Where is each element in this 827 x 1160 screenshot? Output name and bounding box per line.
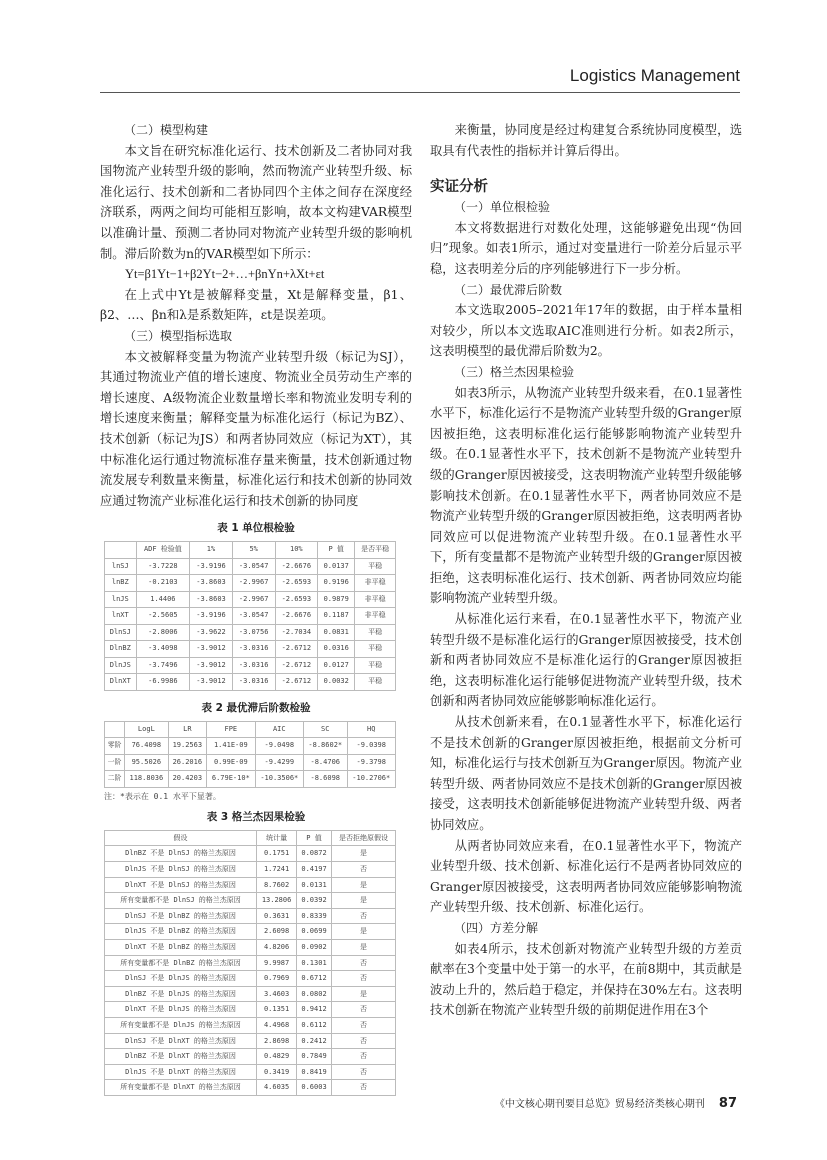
table-cell: 0.8419 [297, 1064, 332, 1080]
table-cell: DlnJS 不是 DlnSJ 的格兰杰原因 [105, 861, 257, 877]
table-cell: 0.9196 [318, 575, 355, 592]
table-cell: -3.7496 [136, 657, 190, 674]
table-cell: 2.8698 [257, 1033, 297, 1049]
table-cell: -9.0498 [255, 738, 303, 755]
table-cell: 一阶 [105, 754, 125, 771]
table-row [105, 641, 396, 658]
table-cell: -3.0316 [232, 641, 275, 658]
table-row [105, 1064, 396, 1080]
table-cell: 所有变量都不是 DlnBZ 的格兰杰原因 [105, 955, 257, 971]
table-cell: 否 [331, 908, 395, 924]
paragraph: 本文旨在研究标准化运行、技术创新及二者协同对我国物流产业转型升级的影响，然而物流产业转型升级、标准化运行、技术创新和二者协同四个主体之间存在深度经济联系，两两之间均可能相互影响，故本文构建VAR模型以准确计量、预测二者协同对物流产业转型升级的影响机制。滞后阶数为n的VAR模型如下所示： [100, 143, 412, 261]
table-row [105, 924, 396, 940]
table-cell: DlnXT [105, 674, 137, 691]
table-cell: DlnXT 不是 DlnJS 的格兰杰原因 [105, 1002, 257, 1018]
table-row [105, 893, 396, 909]
table-cell: 19.2563 [168, 738, 207, 755]
table-cell: -2.7034 [275, 624, 318, 641]
table-cell: -3.0547 [232, 608, 275, 625]
column-header: 是否拒绝原假设 [331, 830, 395, 846]
subheading: （一）单位根检验 [454, 200, 551, 215]
table-cell: 所有变量都不是 DlnJS 的格兰杰原因 [105, 1017, 257, 1033]
table-cell: 0.9412 [297, 1002, 332, 1018]
table-cell: 0.8339 [297, 908, 332, 924]
table-cell: -3.9196 [190, 608, 233, 625]
unit-root-table [104, 541, 396, 691]
table-cell: 否 [331, 1002, 395, 1018]
table-cell: 否 [331, 1064, 395, 1080]
table-row [105, 955, 396, 971]
table-cell: 0.2412 [297, 1033, 332, 1049]
table-cell: -3.0316 [232, 657, 275, 674]
table-cell: 所有变量都不是 DlnXT 的格兰杰原因 [105, 1080, 257, 1096]
table-header-row [105, 721, 396, 738]
table-row [105, 608, 396, 625]
table-row [105, 738, 396, 755]
table-cell: 0.6712 [297, 971, 332, 987]
column-header: LogL [125, 721, 168, 738]
table-row [105, 1002, 396, 1018]
table2-title: 表 2 最优滞后阶数检验 [201, 701, 311, 714]
column-header [105, 721, 125, 738]
column-header: P 值 [318, 542, 355, 559]
table-cell: -9.0398 [347, 738, 396, 755]
table-cell: DlnXT 不是 DlnSJ 的格兰杰原因 [105, 877, 257, 893]
table-cell: 非平稳 [355, 575, 396, 592]
table-cell: 二阶 [105, 771, 125, 788]
lag-order-table [104, 721, 396, 788]
table-cell: 3.4603 [257, 986, 297, 1002]
table-cell: -2.5605 [136, 608, 190, 625]
table-cell: 8.7602 [257, 877, 297, 893]
table-cell: 0.3631 [257, 908, 297, 924]
table-cell: 0.0131 [297, 877, 332, 893]
granger-table [104, 830, 396, 1096]
paragraph: 从技术创新来看，在0.1显著性水平下，标准化运行不是技术创新的Granger原因被拒绝，根据前文分析可知，标准化运行与技术创新互为Granger原因。物流产业转型升级、两者协同效应不是技术创新的Granger原因被接受，这表明技术创新能够促进物流产业转型升级、两者协同效应。 [430, 715, 742, 832]
table-cell: 否 [331, 861, 395, 877]
paragraph: 从两者协同效应来看，在0.1显著性水平下，物流产业转型升级、技术创新、标准化运行不是两者协同效应的Granger原因被接受，这表明两者协同效应能够影响物流产业转型升级、技术创新、标准化运行。 [430, 838, 742, 915]
table-cell: 0.4197 [297, 861, 332, 877]
table-cell: 否 [331, 1049, 395, 1065]
table-row [105, 657, 396, 674]
table-cell: 0.1751 [257, 846, 297, 862]
table-cell: -8.8602* [304, 738, 347, 755]
table-cell: -10.3506* [255, 771, 303, 788]
table-row [105, 1080, 396, 1096]
table-cell: 0.0316 [318, 641, 355, 658]
table-cell: -2.6712 [275, 674, 318, 691]
table2-note: 注：*表示在 0.1 水平下显著。 [104, 791, 221, 801]
table-cell: 否 [331, 955, 395, 971]
table-cell: 平稳 [355, 657, 396, 674]
table-row [105, 908, 396, 924]
table-cell: DlnXT 不是 DlnBZ 的格兰杰原因 [105, 939, 257, 955]
table-cell: 1.4406 [136, 591, 190, 608]
table-cell: -3.0756 [232, 624, 275, 641]
table-cell: 是 [331, 846, 395, 862]
table-cell: -6.9986 [136, 674, 190, 691]
table-cell: 0.1351 [257, 1002, 297, 1018]
table-cell: 平稳 [355, 641, 396, 658]
paragraph: 本文被解释变量为物流产业转型升级（标记为SJ），其通过物流业产值的增长速度、物流业全员劳动生产率的增长速度、A级物流企业数量增长率和物流业发明专利的增长速度来衡量；解释变量为标准化运行（标记为BZ）、技术创新（标记为JS）和两者协同效应（标记为XT），其中标准化运行通过物流标准存量来衡量，技术创新通过物流发展专利数量来衡量，标准化运行和技术创新的协同效应通过物流产业标准化运行和技术创新的协同度 [100, 349, 412, 508]
table-cell: DlnJS [105, 657, 137, 674]
table-row [105, 1033, 396, 1049]
table-cell: 0.7849 [297, 1049, 332, 1065]
table-cell: -2.6593 [275, 591, 318, 608]
table-row [105, 971, 396, 987]
table-cell: DlnBZ 不是 DlnJS 的格兰杰原因 [105, 986, 257, 1002]
table-cell: DlnSJ 不是 DlnBZ 的格兰杰原因 [105, 908, 257, 924]
paragraph: 来衡量，协同度是经过构建复合系统协同度模型，选取具有代表性的指标并计算后得出。 [430, 123, 742, 158]
table-cell: 是 [331, 939, 395, 955]
table-cell: -3.8603 [190, 575, 233, 592]
column-header: 假设 [105, 830, 257, 846]
table-cell: 0.1187 [318, 608, 355, 625]
table-cell: 0.0392 [297, 893, 332, 909]
table-cell: -3.9012 [190, 674, 233, 691]
table-cell: -0.2103 [136, 575, 190, 592]
subheading-index: （三）模型指标选取 [124, 328, 233, 343]
page-footer [495, 1095, 737, 1111]
column-header: AIC [255, 721, 303, 738]
paragraph: 本文将数据进行对数化处理，这能够避免出现“伪回归”现象。如表1所示，通过对变量进行一阶差分后显示平稳，这表明差分后的序列能够进行下一步分析。 [430, 220, 742, 276]
subheading-model: （二）模型构建 [124, 123, 209, 137]
table-cell: lnSJ [105, 558, 137, 575]
table-cell: -2.6712 [275, 641, 318, 658]
table-cell: 0.1301 [297, 955, 332, 971]
table-cell: DlnJS 不是 DlnBZ 的格兰杰原因 [105, 924, 257, 940]
paragraph: 在上式中Yt是被解释变量，Xt是解释变量，β1、β2、…、βn和λ是系数矩阵，εt是误差项。 [100, 287, 412, 323]
table-cell: 否 [331, 1033, 395, 1049]
table-cell: DlnJS 不是 DlnXT 的格兰杰原因 [105, 1064, 257, 1080]
var-formula: Yt=β1Yt−1+β2Yt−2+…+βnYn+λXt+εt [125, 267, 325, 282]
table-cell: -3.0547 [232, 558, 275, 575]
table-cell: 否 [331, 1017, 395, 1033]
table-cell: -2.6712 [275, 657, 318, 674]
table-row [105, 846, 396, 862]
table-cell: 0.6003 [297, 1080, 332, 1096]
table-row [105, 1049, 396, 1065]
column-header: SC [304, 721, 347, 738]
table-cell: DlnBZ 不是 DlnXT 的格兰杰原因 [105, 1049, 257, 1065]
table-cell: 1.7241 [257, 861, 297, 877]
column-header: ADF 检验值 [136, 542, 190, 559]
table-row [105, 624, 396, 641]
table-cell: -3.4098 [136, 641, 190, 658]
table-row [105, 754, 396, 771]
table-cell: DlnSJ 不是 DlnXT 的格兰杰原因 [105, 1033, 257, 1049]
table-cell: 否 [331, 1080, 395, 1096]
table-cell: 平稳 [355, 624, 396, 641]
table-cell: 是 [331, 986, 395, 1002]
table-cell: -2.8006 [136, 624, 190, 641]
table-cell: 非平稳 [355, 591, 396, 608]
table-cell: -9.4299 [255, 754, 303, 771]
table-row [105, 771, 396, 788]
table-cell: 0.0137 [318, 558, 355, 575]
table-cell: 0.9879 [318, 591, 355, 608]
table-cell: -2.9967 [232, 575, 275, 592]
table-row [105, 558, 396, 575]
column-header: P 值 [297, 830, 332, 846]
table-cell: -2.6593 [275, 575, 318, 592]
table-cell: 是 [331, 893, 395, 909]
table-cell: 26.2016 [168, 754, 207, 771]
table-cell: 0.3419 [257, 1064, 297, 1080]
table-cell: lnJS [105, 591, 137, 608]
column-header [105, 542, 137, 559]
table-cell: DlnSJ 不是 DlnJS 的格兰杰原因 [105, 971, 257, 987]
table-cell: 0.0032 [318, 674, 355, 691]
table-cell: lnBZ [105, 575, 137, 592]
table-cell: -2.9967 [232, 591, 275, 608]
table-cell: -8.6098 [304, 771, 347, 788]
table-cell: 76.4098 [125, 738, 168, 755]
column-header: HQ [347, 721, 396, 738]
table-row [105, 591, 396, 608]
table-cell: 4.6035 [257, 1080, 297, 1096]
table-cell: -3.9196 [190, 558, 233, 575]
subheading: （二）最优滞后阶数 [454, 282, 563, 297]
subheading: （四）方差分解 [454, 920, 539, 935]
table-header-row [105, 830, 396, 846]
table-cell: 20.4203 [168, 771, 207, 788]
paragraph: 如表4所示，技术创新对物流产业转型升级的方差贡献率在3个变量中处于第一的水平，在前8期中，其贡献是波动上升的，然后趋于稳定，并保持在30%左右。这表明技术创新在物流产业转型升级的前期促进作用在3个 [430, 941, 742, 1018]
table-cell: -3.9622 [190, 624, 233, 641]
table-cell: 13.2806 [257, 893, 297, 909]
table-row [105, 674, 396, 691]
table1-title: 表 1 单位根检验 [217, 522, 295, 535]
table-cell: -9.3798 [347, 754, 396, 771]
table-cell: 所有变量都不是 DlnSJ 的格兰杰原因 [105, 893, 257, 909]
table-cell: 0.99E-09 [207, 754, 255, 771]
subheading: （三）格兰杰因果检验 [454, 364, 575, 379]
column-header: 10% [275, 542, 318, 559]
table-cell: 0.0831 [318, 624, 355, 641]
table-cell: 4.4968 [257, 1017, 297, 1033]
table-cell: -10.2706* [347, 771, 396, 788]
right-column [430, 120, 742, 1021]
paragraph: 本文选取2005–2021年17年的数据，由于样本量相对较少，所以本文选取AIC准则进行分析。如表2所示，这表明模型的最优滞后阶数为2。 [430, 303, 742, 359]
table-cell: 0.0127 [318, 657, 355, 674]
table-cell: 118.8036 [125, 771, 168, 788]
table-row [105, 575, 396, 592]
section-heading: 实证分析 [430, 179, 488, 196]
table-cell: 是 [331, 877, 395, 893]
table-cell: 0.0902 [297, 939, 332, 955]
table-cell: 0.6112 [297, 1017, 332, 1033]
table-cell: -2.6676 [275, 558, 318, 575]
table3-title: 表 3 格兰杰因果检验 [206, 810, 306, 823]
column-header: 统计量 [257, 830, 297, 846]
table-row [105, 939, 396, 955]
table-cell: -8.4706 [304, 754, 347, 771]
table-cell: 4.8206 [257, 939, 297, 955]
column-header: 5% [232, 542, 275, 559]
table-cell: 9.9987 [257, 955, 297, 971]
table-cell: lnXT [105, 608, 137, 625]
running-header: Logistics Management [100, 66, 740, 93]
column-header: 是否平稳 [355, 542, 396, 559]
footer-journal: 《中文核心期刊要目总览》贸易经济类核心期刊 [494, 1099, 705, 1110]
table-cell: -3.9012 [190, 657, 233, 674]
table-cell: 1.41E-09 [207, 738, 255, 755]
table-row [105, 986, 396, 1002]
table-cell: 平稳 [355, 558, 396, 575]
table-cell: 95.5026 [125, 754, 168, 771]
table-cell: DlnBZ 不是 DlnSJ 的格兰杰原因 [105, 846, 257, 862]
table-cell: 0.4829 [257, 1049, 297, 1065]
column-header: FPE [207, 721, 255, 738]
table-cell: 平稳 [355, 674, 396, 691]
table-cell: -3.7228 [136, 558, 190, 575]
paragraph: 如表3所示，从物流产业转型升级来看，在0.1显著性水平下，标准化运行不是物流产业转型升级的Granger原因被拒绝，这表明标准化运行能够影响物流产业转型升级。在0.1显著性水平下，技术创新不是物流产业转型升级的Granger原因被接受，这表明物流产业转型升级能够影响技术创新。在0.1显著性水平下，两者协同效应不是物流产业转型升级的Granger原因被拒绝，这表明两者协同效应可以促进物流产业转型升级。在0.1显著性水平下，所有变量都不是物流产业转型升级的Granger原因被拒绝，这表明标准化运行、技术创新、两者协同效应均能影响物流产业转型升级。 [430, 385, 742, 606]
column-header: LR [168, 721, 207, 738]
table-row [105, 877, 396, 893]
table-cell: 6.79E-10* [207, 771, 255, 788]
table-row [105, 861, 396, 877]
table-cell: 非平稳 [355, 608, 396, 625]
table-cell: -3.9012 [190, 641, 233, 658]
table-cell: 2.6098 [257, 924, 297, 940]
table-cell: DlnBZ [105, 641, 137, 658]
table-cell: 是 [331, 924, 395, 940]
table-cell: 0.7969 [257, 971, 297, 987]
table-cell: DlnSJ [105, 624, 137, 641]
table-cell: 零阶 [105, 738, 125, 755]
table-cell: -3.0316 [232, 674, 275, 691]
table-cell: 0.0699 [297, 924, 332, 940]
table-cell: -2.6676 [275, 608, 318, 625]
column-header: 1% [190, 542, 233, 559]
page-number: 87 [718, 1096, 737, 1111]
table-cell: -3.8603 [190, 591, 233, 608]
table-cell: 0.0872 [297, 846, 332, 862]
table-row [105, 1017, 396, 1033]
table-header-row [105, 542, 396, 559]
paragraph: 从标准化运行来看，在0.1显著性水平下，物流产业转型升级不是标准化运行的Granger原因被接受，技术创新和两者协同效应不是标准化运行的Granger原因被拒绝，这表明标准化运行能够促进物流产业转型升级，技术创新和两者协同效应能够影响标准化运行。 [430, 612, 742, 709]
table-cell: 0.0802 [297, 986, 332, 1002]
left-column [100, 120, 412, 1096]
table-cell: 否 [331, 971, 395, 987]
